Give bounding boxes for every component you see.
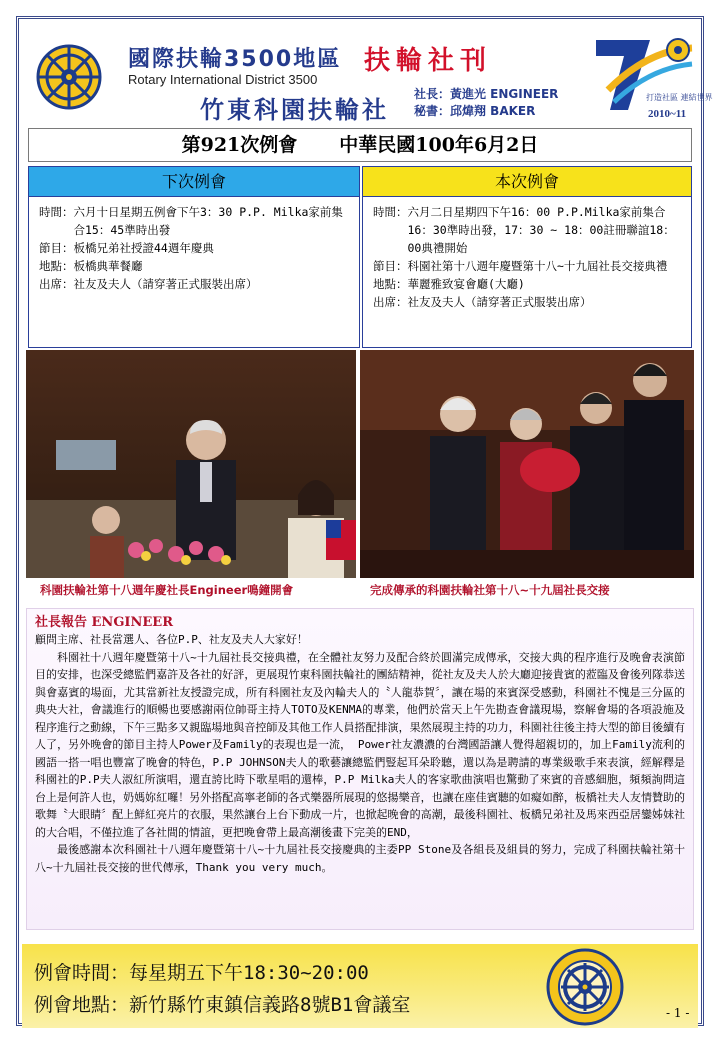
rotary-wheel-icon bbox=[34, 42, 104, 112]
this-place-row bbox=[373, 275, 683, 293]
row-value: 社友及夫人（請穿著正式服裝出席） bbox=[407, 295, 592, 309]
meeting-time: 例會時間：每星期五下午18:30~20:00 bbox=[34, 962, 369, 984]
this-attendance-row bbox=[373, 293, 683, 311]
row-value: 板橋典華餐廳 bbox=[73, 259, 143, 273]
photo-handover bbox=[360, 350, 694, 578]
next-meeting-heading: 下次例會 bbox=[29, 167, 359, 197]
district-name-zh: 國際扶輪3500地區 bbox=[128, 47, 342, 72]
report-heading: 社長報告 ENGINEER bbox=[35, 615, 174, 630]
row-value: 華麗雅致宴會廳(大廳) bbox=[407, 277, 525, 291]
row-key: 節目： bbox=[39, 241, 74, 255]
row-key: 地點： bbox=[373, 277, 408, 291]
row-value: 板橋兄弟社授證44週年慶典 bbox=[73, 241, 214, 255]
row-value: 六月二日星期四下午16：00 P.P.Milka家前集合16：30準時出發，17：30 ~ 18：00註冊聯誼18：00典禮開始 bbox=[407, 205, 675, 255]
next-meeting-panel bbox=[28, 166, 360, 348]
next-program-row bbox=[39, 239, 351, 257]
rotary-year: 2010~11 bbox=[648, 108, 687, 120]
meeting-number: 第921次例會 bbox=[181, 134, 298, 156]
this-time-row bbox=[373, 203, 683, 257]
newsletter-title: 扶輪社刊 bbox=[364, 46, 493, 76]
meeting-title-bar bbox=[28, 128, 692, 162]
next-place-row bbox=[39, 257, 351, 275]
row-key: 節目： bbox=[373, 259, 408, 273]
president-line: 社長：黃進光 ENGINEER bbox=[414, 87, 559, 101]
row-value: 社友及夫人（請穿著正式服裝出席） bbox=[73, 277, 258, 291]
this-meeting-heading: 本次例會 bbox=[363, 167, 691, 197]
row-value: 科園社第十八週年慶暨第十八~十九屆社長交接典禮 bbox=[407, 259, 668, 273]
officers bbox=[414, 86, 558, 120]
theme-text: 打造社區 連結世界 bbox=[646, 93, 713, 102]
report-paragraph: 科園社十八週年慶暨第十八~十九屆社長交接典禮，在全體社友努力及配合終於圓滿完成傳承，交接大典的程序進行及晚會表演節目的安排，也深受總監們嘉許及各社的好評，更展現竹東科園扶輪社的團結精神，從社友及夫人於大廳迎接貴賓的蒞臨及會後列隊恭送與會嘉賓的場面，尤其當新社友授證完成，所有科園社友及內輪夫人的〝人龍恭賀〞，讓在場的來賓深受感動，科園社不愧是三分區的典央大社，會議進行的順暢也要感謝兩位帥哥主持人TOTO及KENMA的專業，他們於當天上午先勘查會議現場，察解會場的各項設施及程序進行之動線，下午三點多又親臨場地與音控師及其他工作人員搭配排演，果然展現主持的功力，科園社往後主持大型的節目後續有人了，另外晚會的節目主持人Power及Family的表現也是一流， Power社友濃濃的台灣國語讓人覺得超親切的，加上Family流利的國語一搭一唱也豐富了晚會的特色，P.P JOHNSON夫人的歌藝讓總監們豎起耳朵聆聽，還以為是聘請的專業級歌手來表演，經解釋是科園社的P.P夫人淑紅所演唱，還直誇比時下歌星唱的還棒，P.P Milka夫人的客家歌曲演唱也驚動了來賓的音感細胞，頻頻詢問這台上是何許人也，奶媽妳紅囉！另外搭配高寧老師的各式樂器所展現的悠揚樂音，也讓在座佳賓聽的如癡如醉，板橋社夫人友情贊助的歌舞〝大眼睛〞配上鮮紅亮片的衣服，果然讓台上台下動成一片，也掀起晚會的高潮，最後科園社、板橋兄弟社及馬來西亞居鑾姊妹社的大合唱，不僅拉進了各社間的情誼，更把晚會帶上最高潮後畫下完美的END， bbox=[35, 650, 685, 839]
club-name: 竹東科園扶輪社 bbox=[200, 96, 389, 124]
secretary-line: 秘書：邱煒翔 BAKER bbox=[414, 104, 536, 118]
district-name-en: Rotary International District 3500 bbox=[128, 72, 318, 87]
caption-left: 科園扶輪社第十八週年慶社長Engineer鳴鐘開會 bbox=[40, 583, 294, 597]
row-key: 出席： bbox=[39, 277, 74, 291]
header bbox=[20, 20, 713, 124]
next-time-row bbox=[39, 203, 351, 239]
row-key: 出席： bbox=[373, 295, 408, 309]
photo-bell-ringing bbox=[26, 350, 356, 578]
footer bbox=[22, 944, 698, 1028]
page-number: - 1 - bbox=[666, 1006, 690, 1020]
next-attendance-row bbox=[39, 275, 351, 293]
president-report bbox=[26, 608, 694, 930]
meeting-place: 例會地點：新竹縣竹東鎮信義路8號B1會議室 bbox=[34, 994, 411, 1016]
row-key: 時間： bbox=[39, 205, 74, 219]
row-key: 地點： bbox=[39, 259, 74, 273]
rotary-international-icon bbox=[546, 948, 624, 1026]
this-program-row bbox=[373, 257, 683, 275]
row-key: 時間： bbox=[373, 205, 408, 219]
report-greeting: 顧問主席、社長當選人、各位P.P、社友及夫人大家好！ bbox=[35, 633, 308, 646]
row-value: 六月十日星期五例會下午3：30 P.P. Milka家前集合15：45準時出發 bbox=[73, 205, 343, 237]
this-meeting-panel bbox=[362, 166, 692, 348]
caption-right: 完成傳承的科園扶輪社第十八~十九屆社長交接 bbox=[370, 583, 610, 597]
meeting-date: 中華民國100年6月2日 bbox=[339, 134, 539, 156]
report-closing: 最後感謝本次科園社十八週年慶暨第十八~十九屆社長交接慶典的主委PP Stone及各組長及組員的努力，完成了科園扶輪社第十八~十九屆社長交接的世代傳承，Thank you very much。 bbox=[35, 843, 685, 874]
